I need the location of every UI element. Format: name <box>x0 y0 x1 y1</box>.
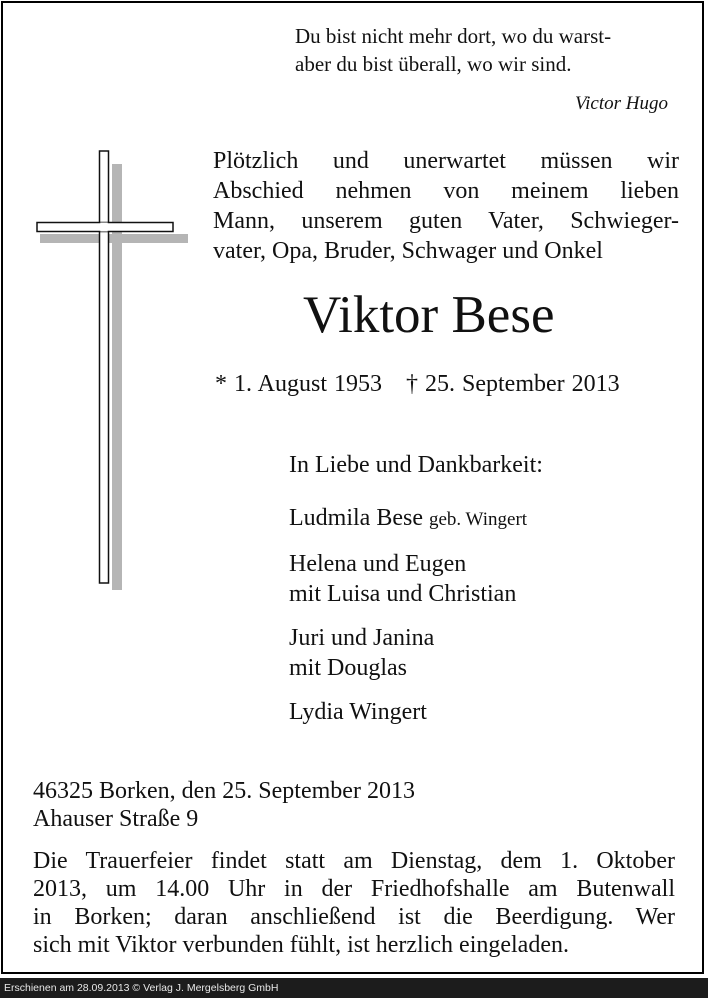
family-member <box>289 503 669 535</box>
quote-line: aber du bist überall, wo wir sind. <box>295 52 572 76</box>
ceremony-line: 2013, um 14.00 Uhr in der Friedhofshalle am Butenwall <box>33 876 675 902</box>
quote <box>295 22 675 78</box>
quote-author: Victor Hugo <box>574 93 668 114</box>
member-name: Lydia Wingert <box>289 699 427 725</box>
member-name: Helena und Eugen <box>289 551 467 577</box>
member-children: mit Douglas <box>289 655 407 681</box>
ceremony-line: sich mit Viktor verbunden fühlt, ist herzlich eingeladen. <box>33 932 569 958</box>
thanks-line: In Liebe und Dankbarkeit: <box>289 452 543 478</box>
intro-text <box>213 146 679 266</box>
ceremony-text <box>33 847 675 959</box>
ceremony-line: Die Trauerfeier findet statt am Dienstag, dem 1. Oktober <box>33 848 675 874</box>
life-dates <box>215 369 620 399</box>
place-date: 46325 Borken, den 25. September 2013 <box>33 778 415 804</box>
publication-footer: Erschienen am 28.09.2013 © Verlag J. Mergelsberg GmbH <box>0 978 708 998</box>
intro-line: vater, Opa, Bruder, Schwager und Onkel <box>213 238 603 264</box>
intro-line: Abschied nehmen von meinem lieben <box>213 178 679 204</box>
cross-shadow-horizontal <box>40 234 188 243</box>
intro-line: Mann, unserem guten Vater, Schwieger- <box>213 208 679 234</box>
cross-vertical <box>100 151 109 583</box>
quote-line: Du bist nicht mehr dort, wo du warst- <box>295 24 612 48</box>
birth-date: * 1. August 1953 <box>215 371 383 397</box>
death-date: † 25. September 2013 <box>406 371 620 397</box>
intro-line: Plötzlich und unerwartet müssen wir <box>213 148 679 174</box>
family-list <box>289 450 669 741</box>
address-block <box>33 777 415 833</box>
deceased-name: Viktor Bese <box>303 286 555 344</box>
family-member <box>289 697 669 727</box>
member-name: Ludmila Bese <box>289 505 423 531</box>
member-name: Juri und Janina <box>289 625 435 651</box>
member-children: mit Luisa und Christian <box>289 581 517 607</box>
member-note: geb. Wingert <box>428 509 528 530</box>
ceremony-line: in Borken; daran anschließend ist die Beerdigung. Wer <box>33 904 675 930</box>
family-member <box>289 623 669 683</box>
cross-icon <box>36 150 188 590</box>
street: Ahauser Straße 9 <box>33 806 199 832</box>
family-member <box>289 549 669 609</box>
